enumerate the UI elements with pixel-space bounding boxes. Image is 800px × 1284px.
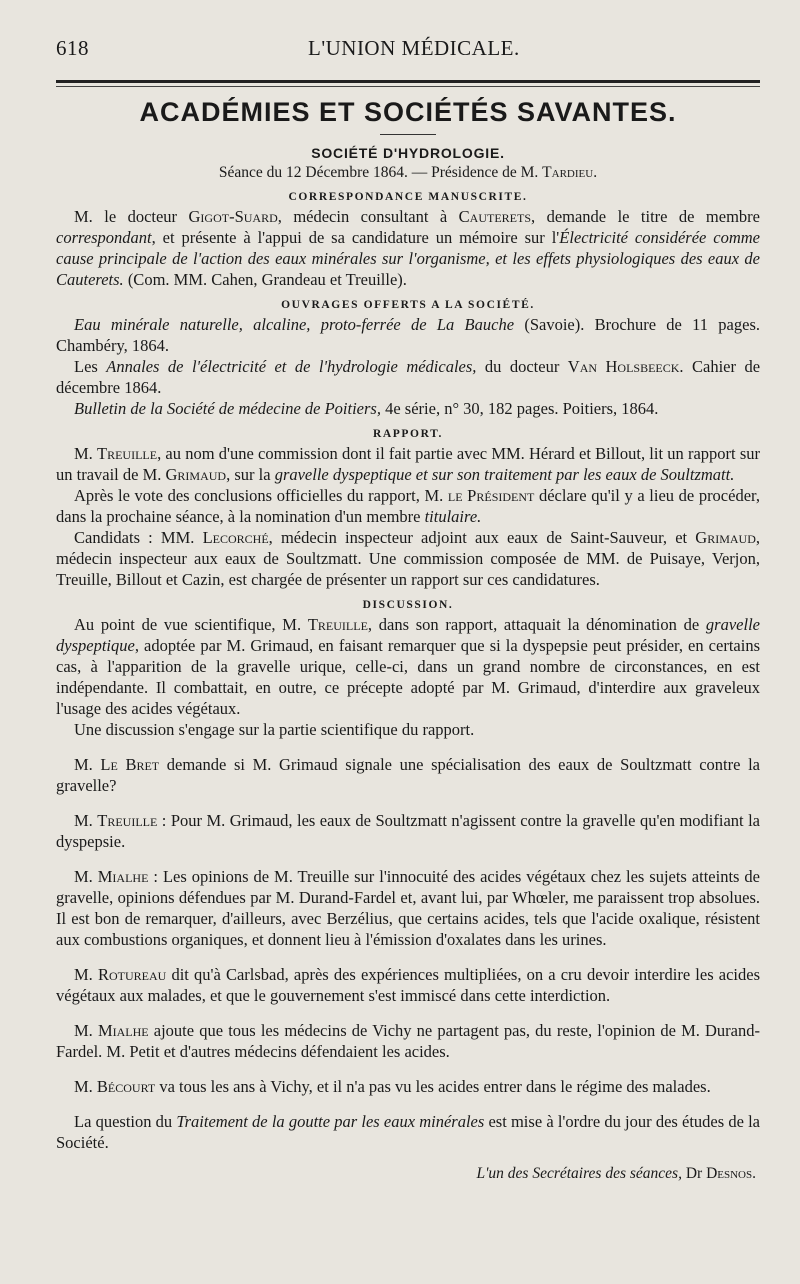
discussion-heading: DISCUSSION. (362, 599, 454, 611)
discussion-paragraph: Une discussion s'engage sur la partie scientifique du rapport. (74, 720, 475, 739)
ouvrages-heading: OUVRAGES OFFERTS A LA SOCIÉTÉ. (281, 299, 535, 311)
header-rule-thin (56, 86, 760, 87)
running-header (56, 36, 760, 66)
ouvrage-item: Eau minérale naturelle, alcaline, proto-ferrée de La Bauche (Savoie). Brochure de 11 pages. Chambéry, 1864. (56, 315, 760, 355)
correspondance-heading: CORRESPONDANCE MANUSCRITE. (288, 191, 528, 203)
discussion-paragraph: M. Rotureau dit qu'à Carlsbad, après des expériences multipliées, on a cru devoir interdire les acides végétaux aux malades, et que le gouvernement s'est immiscé dans cette interdiction. (56, 965, 760, 1005)
rapport-paragraph: M. Treuille, au nom d'une commission dont il fait partie avec MM. Hérard et Billout, lit un rapport sur un travail de M. Grimaud, sur la gravelle dyspeptique et sur son traitement par les eaux de Soultzmatt. (56, 444, 761, 484)
seance-text: Séance du 12 Décembre 1864. — Présidence de M. (218, 164, 539, 181)
rapport-paragraph: Après le vote des conclusions officielles du rapport, M. le Président déclare qu'il y a lieu de procéder, dans la prochaine séance, à la nomination d'un membre titulaire. (56, 486, 760, 526)
journal-title: L'UNION MÉDICALE. (308, 36, 520, 60)
ouvrage-item: Les Annales de l'électricité et de l'hydrologie médicales, du docteur Van Holsbeeck. Cahier de décembre 1864. (56, 357, 761, 397)
correspondance-paragraph: M. le docteur Gigot-Suard, médecin consultant à Cauterets, demande le titre de membre correspondant, et présente à l'appui de sa candidature un mémoire sur l'Électricité considérée comme cause principale de l'action des eaux minérales sur l'organisme, et les effets physiologiques des eaux de Cauterets. (Com. MM. Cahen, Grandeau et Treuille). (56, 207, 761, 289)
discussion-paragraph: M. Mialhe ajoute que tous les médecins de Vichy ne partagent pas, du reste, l'opinion de M. Durand-Fardel. M. Petit et d'autres médecins défendaient les acides. (56, 1021, 760, 1061)
header-rule (56, 80, 760, 83)
society-name: SOCIÉTÉ D'HYDROLOGIE. (311, 145, 505, 161)
discussion-paragraph: M. Treuille : Pour M. Grimaud, les eaux de Soultzmatt n'agissent contre la gravelle qu'en modifiant la dyspepsie. (56, 811, 760, 851)
discussion-paragraph: M. Mialhe : Les opinions de M. Treuille sur l'innocuité des acides végétaux chez les sujets atteints de gravelle, opinions défendues par M. Durand-Fardel et, avant lui, par Whœler, me paraissent trop absolues. Il est bon de remarquer, d'ailleurs, avec Berzélius, que certains acides, tels que l'acide oxalique, résistent aux combustions organiques, et donnent lieu à l'émission d'oxalates dans les urines. (56, 867, 760, 949)
seance-line (56, 164, 760, 182)
discussion-paragraph: La question du Traitement de la goutte par les eaux minérales est mise à l'ordre du jour des études de la Société. (56, 1112, 760, 1152)
rapport-heading: RAPPORT. (373, 428, 443, 440)
page-number: 618 (56, 36, 89, 60)
discussion-paragraph: M. Le Bret demande si M. Grimaud signale une spécialisation des eaux de Soultzmatt contre la gravelle? (56, 755, 760, 795)
title-separator (380, 134, 436, 135)
ouvrage-item: Bulletin de la Société de médecine de Poitiers, 4e série, n° 30, 182 pages. Poitiers, 1864. (74, 399, 659, 418)
president-name: Tardieu. (542, 164, 598, 181)
section-title: ACADÉMIES ET SOCIÉTÉS SAVANTES. (139, 97, 677, 127)
rapport-paragraph: Candidats : MM. Lecorché, médecin inspecteur adjoint aux eaux de Saint-Sauveur, et Grimaud, médecin inspecteur aux eaux de Soultzmatt. Une commission composée de MM. de Puisaye, Verjon, Treuille, Billout et Cazin, est chargée de présenter un rapport sur ces candidatures. (56, 528, 761, 589)
signature: L'un des Secrétaires des séances, Dr Desnos. (476, 1165, 756, 1182)
discussion-paragraph: M. Bécourt va tous les ans à Vichy, et il n'a pas vu les acides entrer dans le régime des malades. (74, 1077, 711, 1096)
discussion-paragraph: Au point de vue scientifique, M. Treuille, dans son rapport, attaquait la dénomination de gravelle dyspeptique, adoptée par M. Grimaud, en faisant remarquer que si la dyspepsie peut présider, en certains cas, à l'apparition de la gravelle urique, celle-ci, dans un grand nombre de circonstances, en est indépendante. Il combattait, en outre, ce précepte adopté par M. Grimaud, d'interdire aux graveleux l'usage des acides végétaux. (56, 615, 760, 718)
